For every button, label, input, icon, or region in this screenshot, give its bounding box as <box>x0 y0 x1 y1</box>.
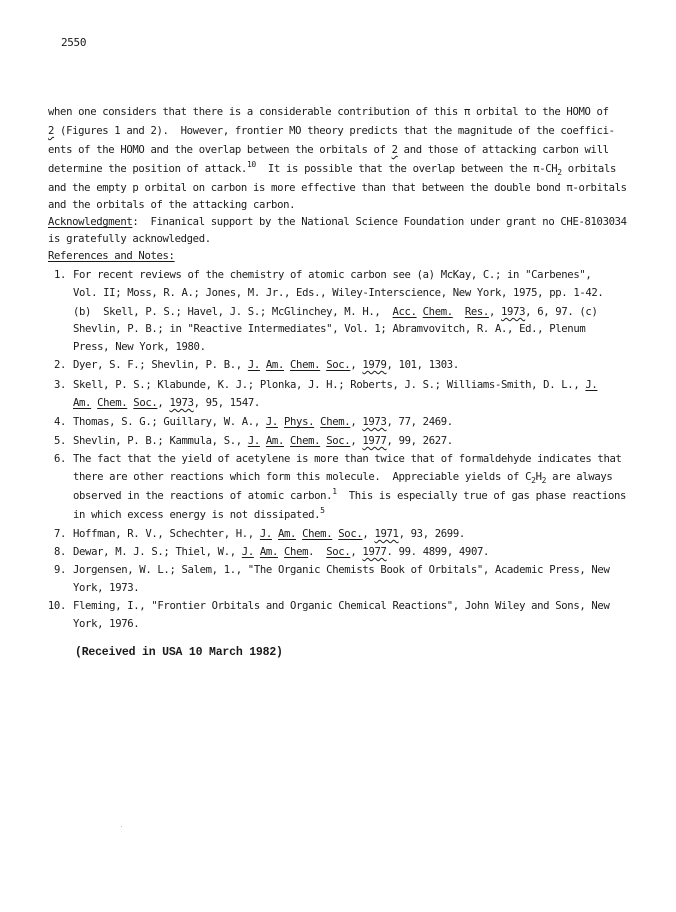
ref-number: 10. <box>47 600 66 612</box>
ref-line: Dyer, S. F.; Shevlin, P. B., J. Am. Chem. Soc., 1979, 101, 1303. <box>73 359 459 371</box>
ref-line: observed in the reactions of atomic carbon.$^1$ This is especially true of gas phase reactions <box>73 487 627 502</box>
ack-line: Acknowledgment: Finanical support by the National Science Foundation under grant no CHE-8103034 <box>48 216 627 228</box>
text-line: and the empty p orbital on carbon is more effective than that between the double bond π-orbitals <box>48 182 627 194</box>
ref-line: Jorgensen, W. L.; Salem, 1., "The Organic Chemists Book of Orbitals", Academic Press, New <box>73 564 610 576</box>
references-heading: References and Notes: <box>48 250 175 262</box>
ref-number: 1. <box>53 269 66 281</box>
ref-line: Shevlin, P. B.; Kammula, S., J. Am. Chem. Soc., 1977, 99, 2627. <box>73 435 453 447</box>
text-line: when one considers that there is a considerable contribution of this π orbital to the HOMO of <box>48 106 609 118</box>
citation-superscript: 10 <box>246 160 256 169</box>
ref-line: there are other reactions which form this molecule. Appreciable yields of $C_2H_2$ are always <box>73 471 613 485</box>
ref-number: 6. <box>53 453 66 465</box>
text-line: and the orbitals of the attacking carbon. <box>48 199 296 211</box>
ref-line: Thomas, S. G.; Guillary, W. A., J. Phys. Chem., 1973, 77, 2469. <box>73 416 453 428</box>
ref-line: Dewar, M. J. S.; Thiel, W., J. Am. Chem. Soc., 1977. 99. 4899, 4907. <box>73 546 490 558</box>
page-number: 2550 <box>61 36 87 49</box>
ref-number: 9. <box>53 564 66 576</box>
ref-line: York, 1976. <box>73 618 140 630</box>
ref-line: Vol. II; Moss, R. A.; Jones, M. Jr., Eds., Wiley-Interscience, New York, 1975, pp. 1-42. <box>73 287 604 299</box>
ref-number: 8. <box>53 546 66 558</box>
ack-line: is gratefully acknowledged. <box>48 233 211 245</box>
text-line: ents of the HOMO and the overlap between the orbitals of 2 and those of attacking carbon will <box>48 144 609 156</box>
ref-number: 4. <box>53 416 66 428</box>
ref-line: Hoffman, R. V., Schechter, H., J. Am. Chem. Soc., 1971, 93, 2699. <box>73 528 465 540</box>
ref-line: (b) Skell, P. S.; Havel, J. S.; McGlinchey, M. H., Acc. Chem. Res., 1973, 6, 97. (c) <box>73 306 598 318</box>
ref-number: 7. <box>53 528 66 540</box>
compound-ref: 2 <box>391 144 398 156</box>
scan-speck <box>121 826 122 827</box>
ref-number: 5. <box>53 435 66 447</box>
ref-line: For recent reviews of the chemistry of atomic carbon see (a) McKay, C.; in "Carbenes", <box>73 269 592 281</box>
text-line: 2 (Figures 1 and 2). However, frontier MO theory predicts that the magnitude of the coeffici- <box>48 125 615 137</box>
ref-line: Press, New York, 1980. <box>73 341 206 353</box>
ref-line: Shevlin, P. B.; in "Reactive Intermediates", Vol. 1; Abramvovitch, R. A., Ed., Plenum <box>73 323 586 335</box>
text-line: determine the position of attack.$^{10}$ It is possible that the overlap between the $\pi-CH_2$ orbitals <box>48 160 617 177</box>
ref-line: The fact that the yield of acetylene is more than twice that of formaldehyde indicates that <box>73 453 622 465</box>
ref-number: 3. <box>53 379 66 391</box>
received-date: (Received in USA 10 March 1982) <box>75 646 283 659</box>
ref-line: Skell, P. S.; Klabunde, K. J.; Plonka, J. H.; Roberts, J. S.; Williams-Smith, D. L., J. <box>73 379 598 391</box>
ref-number: 2. <box>53 359 66 371</box>
ref-line: Am. Chem. Soc., 1973, 95, 1547. <box>73 397 260 409</box>
ref-line: York, 1973. <box>73 582 140 594</box>
ack-heading: Acknowledgment <box>48 216 133 228</box>
ref-line: in which excess energy is not dissipated.$^5$ <box>73 506 325 521</box>
compound-ref: 2 <box>48 125 55 137</box>
ref-line: Fleming, I., "Frontier Orbitals and Organic Chemical Reactions", John Wiley and Sons, New <box>73 600 610 612</box>
